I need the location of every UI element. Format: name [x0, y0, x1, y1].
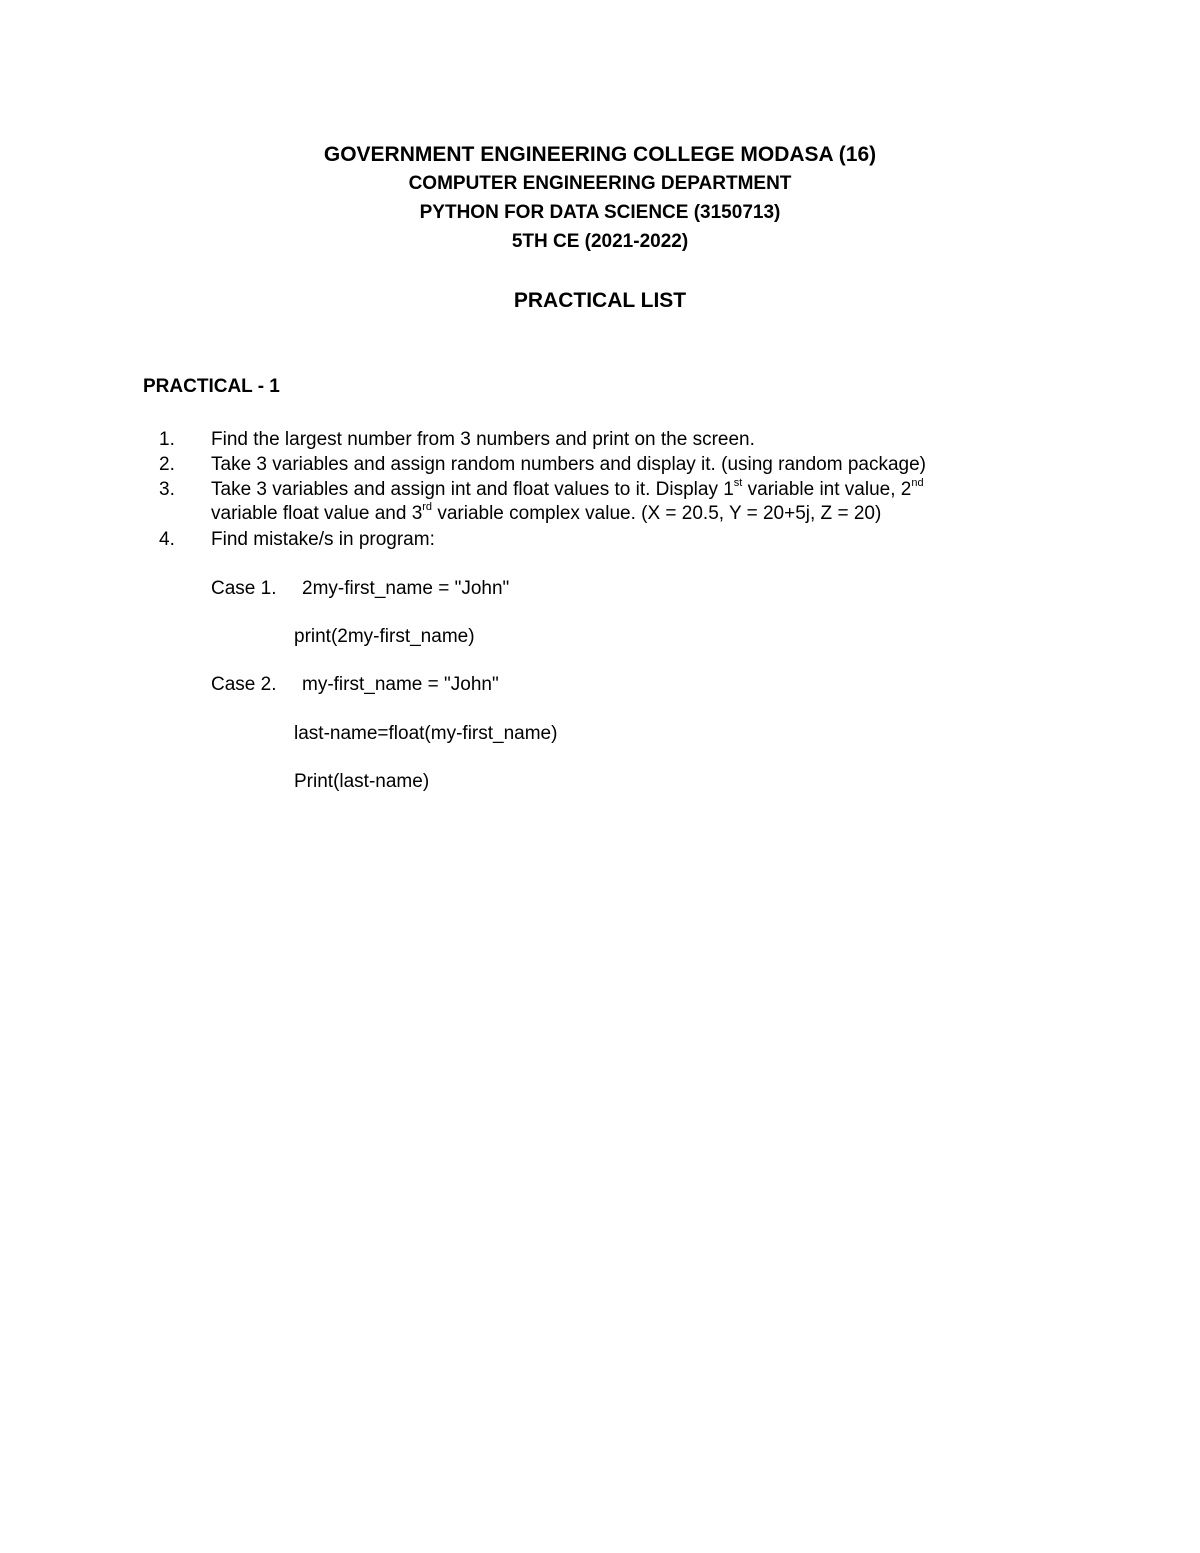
practical-1-heading: PRACTICAL - 1: [143, 376, 280, 397]
case-2-label: Case 2.: [211, 674, 277, 695]
list-item-text: [211, 478, 924, 502]
list-item-number: 3.: [159, 479, 175, 500]
list-item-text: Find mistake/s in program:: [211, 529, 435, 550]
text-fragment: variable float value and 3: [211, 503, 423, 524]
case-1-label: Case 1.: [211, 578, 277, 599]
practical-list-heading: PRACTICAL LIST: [513, 289, 687, 312]
list-item-text: Find the largest number from 3 numbers and print on the screen.: [211, 429, 755, 450]
ordinal-suffix: nd: [911, 476, 924, 489]
list-item-number: 1.: [159, 429, 175, 450]
code-line: my-first_name = "John": [302, 674, 499, 695]
ordinal-suffix: st: [733, 476, 743, 489]
college-name: GOVERNMENT ENGINEERING COLLEGE MODASA (16): [323, 143, 877, 166]
code-line: last-name=float(my-first_name): [294, 723, 558, 744]
semester-label: 5TH CE (2021-2022): [511, 231, 689, 252]
ordinal-suffix: rd: [422, 500, 433, 513]
code-line: print(2my-first_name): [294, 626, 475, 647]
list-item-number: 4.: [159, 529, 175, 550]
department-name: COMPUTER ENGINEERING DEPARTMENT: [408, 173, 792, 194]
course-title: PYTHON FOR DATA SCIENCE (3150713): [419, 202, 781, 223]
code-line: 2my-first_name = "John": [302, 578, 510, 599]
list-item-text: [211, 502, 881, 526]
text-fragment: variable int value, 2: [742, 479, 912, 500]
list-item-text: Take 3 variables and assign random numbers and display it. (using random package): [211, 454, 927, 475]
list-item-number: 2.: [159, 454, 175, 475]
text-fragment: variable complex value. (X = 20.5, Y = 20+5j, Z = 20): [432, 503, 882, 524]
code-line: Print(last-name): [294, 771, 430, 792]
text-fragment: Take 3 variables and assign int and float values to it. Display 1: [211, 479, 734, 500]
